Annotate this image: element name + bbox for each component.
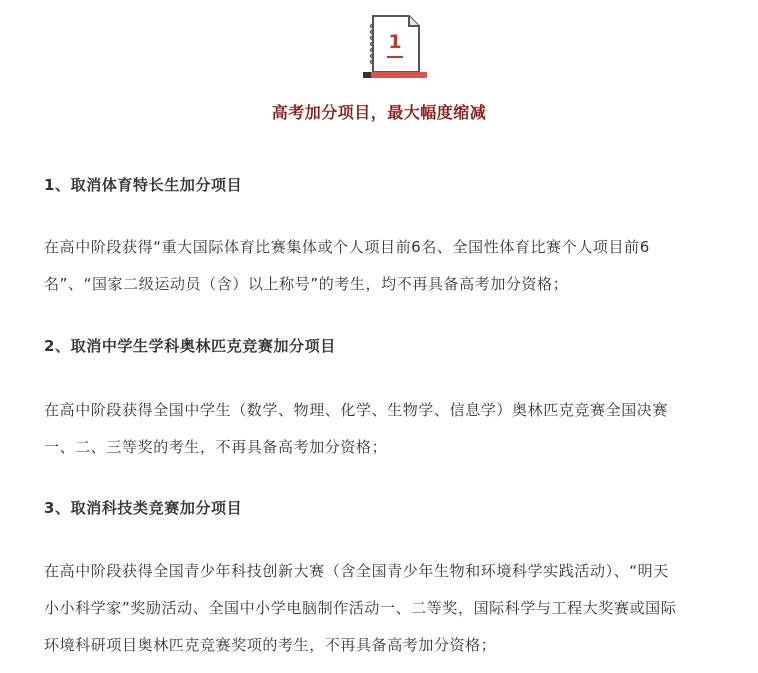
badge-number: 1 <box>388 31 402 53</box>
body-line: 环境科研项目奥林匹克竞赛奖项的考生，不再具备高考加分资格； <box>44 636 497 654</box>
body-line: 名”、“国家二级运动员（含）以上称号”的考生，均不再具备高考加分资格； <box>44 275 569 293</box>
article-headline: 高考加分项目，最大幅度缩减 <box>271 103 487 122</box>
section-title: 1、取消体育特长生加分项目 <box>44 176 243 194</box>
section-body-2 <box>44 392 744 466</box>
section-heading-3 <box>44 497 744 519</box>
body-line: 在高中阶段获得全国青少年科技创新大赛（含全国青少年生物和环境科学实践活动）、“明天 <box>44 562 669 580</box>
document-number-badge <box>359 12 431 82</box>
body-line: 在高中阶段获得“重大国际体育比赛集体或个人项目前6名、全国性体育比赛个人项目前6 <box>44 238 650 256</box>
section-heading-1 <box>44 174 744 196</box>
body-line: 小小科学家”奖励活动、全国中小学电脑制作活动一、二等奖，国际科学与工程大奖赛或国际 <box>44 599 677 617</box>
section-body-1 <box>44 229 744 303</box>
section-title: 2、取消中学生学科奥林匹克竞赛加分项目 <box>44 337 336 355</box>
section-body-3 <box>44 553 744 664</box>
section-heading-2 <box>44 335 744 357</box>
body-line: 在高中阶段获得全国中学生（数学、物理、化学、生物学、信息学）奥林匹克竞赛全国决赛 <box>44 401 669 419</box>
section-title: 3、取消科技类竞赛加分项目 <box>44 499 243 517</box>
body-line: 一、二、三等奖的考生，不再具备高考加分资格； <box>44 438 388 456</box>
